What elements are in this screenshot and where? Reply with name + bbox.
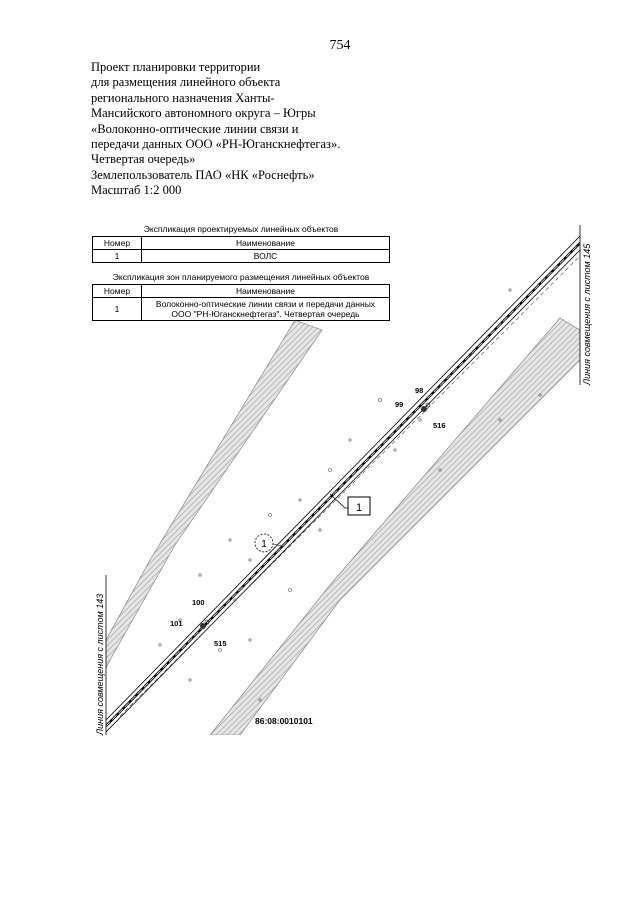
header-line: Мансийского автономного округа – Югры xyxy=(91,106,316,121)
legend-header-name: Наименование xyxy=(142,285,390,298)
legend-header-name: Наименование xyxy=(142,237,390,250)
header-line: для размещения линейного объекта xyxy=(91,75,281,90)
legend-linear-caption: Экспликация проектируемых линейных объектов xyxy=(143,224,339,234)
header-line: «Волоконно-оптические линии связи и xyxy=(91,121,299,136)
zone-boundary xyxy=(120,256,580,716)
point-label: 516 xyxy=(433,421,446,430)
legend-header-number: Номер xyxy=(93,237,142,250)
zone-marker: 1 xyxy=(261,539,267,550)
scale-line: Масштаб 1:2 000 xyxy=(91,183,182,198)
header-line: Проект планировки территории xyxy=(91,60,261,74)
legend-cell-name-line: Волоконно-оптические линии связи и передачи данных xyxy=(155,299,376,309)
match-line-left-label: Линия совмещения с листом 143 xyxy=(95,593,105,735)
linear-object-marker: 1 xyxy=(355,502,363,514)
corridor-edge xyxy=(106,250,580,732)
point-label: 98 xyxy=(415,386,424,395)
point-label: 515 xyxy=(214,639,227,648)
legend-linear-table xyxy=(92,236,390,263)
legend-zone-table xyxy=(92,284,390,321)
point-label: 100 xyxy=(192,598,205,607)
point-label: 99 xyxy=(395,400,404,409)
legend-cell-name: ВОЛС xyxy=(142,250,390,263)
page-number: 754 xyxy=(329,38,351,53)
legend-cell-number: 1 xyxy=(93,250,142,263)
legend-cell-name xyxy=(142,298,390,321)
header-line: Четвертая очередь» xyxy=(91,152,196,167)
point-label: 101 xyxy=(170,619,183,628)
match-line-right-label: Линия совмещения с листом 145 xyxy=(582,243,592,385)
legend-header-number: Номер xyxy=(93,285,142,298)
linear-object-callout xyxy=(330,494,370,515)
header-line: регионального назначения Ханты- xyxy=(91,90,275,105)
header-line: передачи данных ООО «РН-Юганскнефтегаз». xyxy=(91,137,341,152)
legend-cell-name-line: ООО "РН-Юганскнефтегаз". Четвертая очередь xyxy=(171,309,360,319)
cadastral-number: 86:08:0010101 xyxy=(255,716,313,726)
land-user-line: Землепользователь ПАО «НК «Роснефть» xyxy=(91,167,315,182)
legend-cell-number: 1 xyxy=(93,298,142,321)
legend-zone-caption: Экспликация зон планируемого размещения линейных объектов xyxy=(112,272,370,282)
